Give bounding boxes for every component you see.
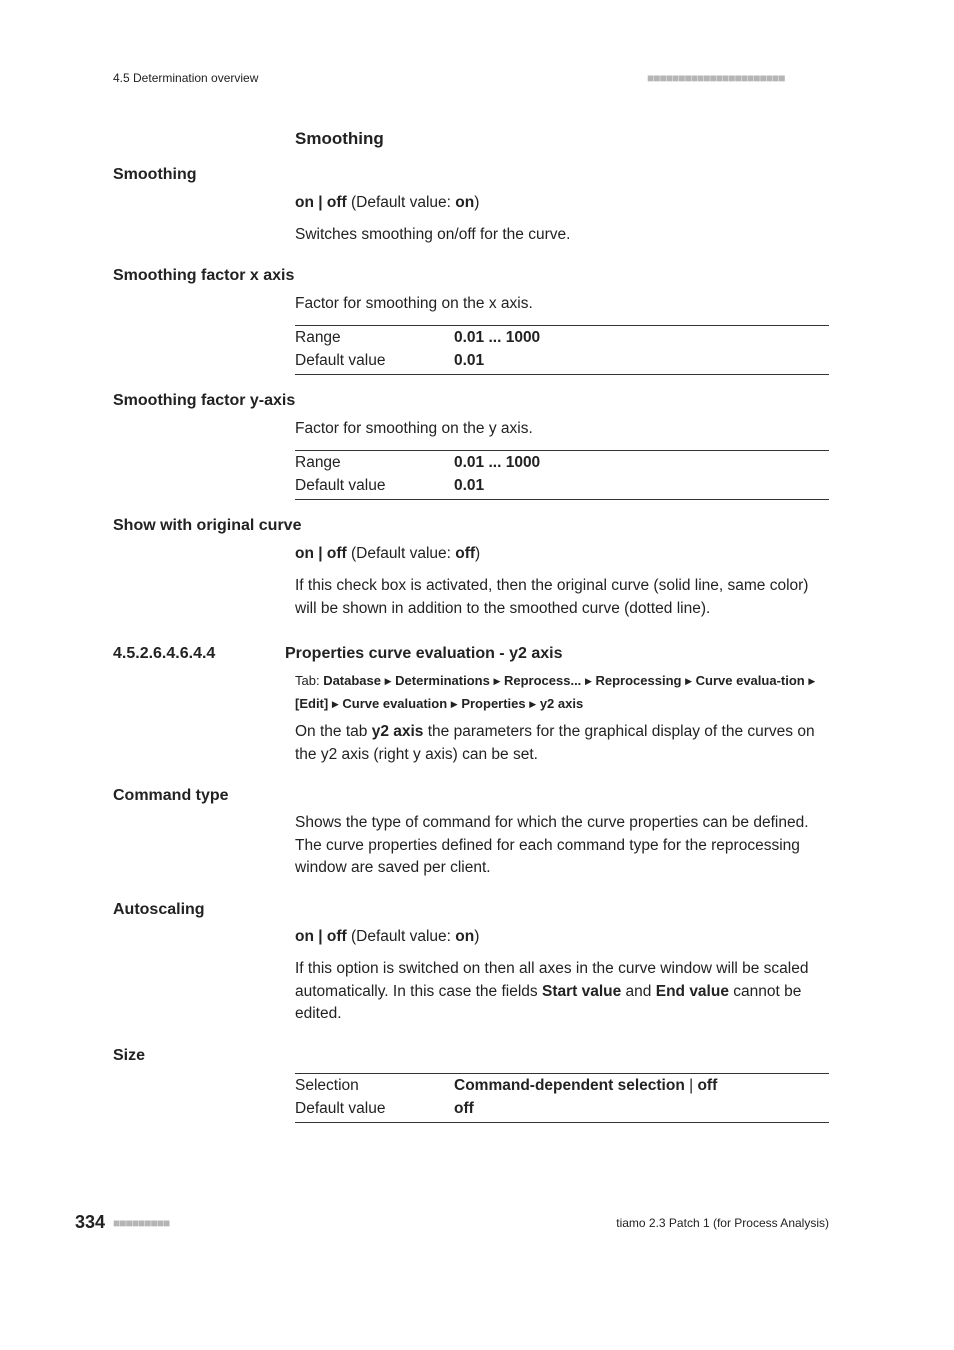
param-label-original-curve: Show with original curve <box>113 517 302 534</box>
option-on: on <box>295 928 314 945</box>
option-off: off <box>326 928 347 945</box>
option-separator: | <box>313 545 327 562</box>
factor-y-table <box>295 450 829 500</box>
default-value: off <box>454 1099 474 1117</box>
range-label: Range <box>295 454 341 472</box>
factor-x-description: Factor for smoothing on the x axis. <box>295 295 533 312</box>
footer-dots: ■■■■■■■■■ <box>113 1216 170 1230</box>
range-value: 0.01 ... 1000 <box>454 454 541 472</box>
path-item: Determinations <box>395 673 490 688</box>
path-arrow-icon: ▶ <box>493 676 501 686</box>
option-off: off <box>326 545 347 562</box>
option-on: on <box>295 545 314 562</box>
default-prefix: (Default value: <box>346 194 456 211</box>
page-number: 334 <box>75 1212 106 1232</box>
original-curve-options <box>295 543 829 566</box>
intro-text: On the tab <box>295 723 372 740</box>
default-prefix: (Default value: <box>346 928 456 945</box>
section-title: Properties curve evaluation - y2 axis <box>285 645 563 662</box>
path-arrow-icon: ▶ <box>450 698 458 709</box>
factor-y-description: Factor for smoothing on the y axis. <box>295 420 533 437</box>
path-item: Properties <box>461 695 526 711</box>
section-intro <box>295 721 829 766</box>
table-row <box>295 1098 829 1121</box>
desc-text: If this option is switched on then all axes in the curve window will be scaled automatically. In this case the fields <box>295 960 809 1000</box>
param-label-smoothing: Smoothing <box>113 166 197 183</box>
autoscaling-description <box>295 958 829 1026</box>
path-arrow-icon: ▶ <box>331 698 339 709</box>
range-value: 0.01 ... 1000 <box>454 329 541 347</box>
path-item: Curve evalua-tion <box>695 673 805 688</box>
selection-label: Selection <box>295 1077 359 1095</box>
option-on: on <box>295 194 314 211</box>
table-row <box>295 327 829 350</box>
path-arrow-icon: ▶ <box>384 676 392 686</box>
default-value: 0.01 <box>454 351 485 369</box>
page-title: Smoothing <box>295 129 384 148</box>
selection-option: off <box>697 1077 718 1095</box>
desc-text: and <box>621 982 656 1000</box>
desc-text: cannot be edited. <box>295 982 802 1022</box>
intro-text: the parameters for the graphical display of the curves on the y2 axis (right y axis) can be set. <box>295 723 815 763</box>
default-value: off <box>455 545 476 562</box>
factor-x-table <box>295 325 829 375</box>
default-prefix: (Default value: <box>346 545 456 562</box>
table-row <box>295 452 829 475</box>
default-label: Default value <box>295 1099 386 1117</box>
param-label-autoscaling: Autoscaling <box>113 901 205 918</box>
tab-path <box>295 670 829 715</box>
default-value: on <box>455 194 475 211</box>
selection-option: Command-dependent selection <box>454 1077 685 1095</box>
path-arrow-icon: ▶ <box>685 676 693 686</box>
default-label: Default value <box>295 476 386 494</box>
path-item: Reprocess... <box>503 673 582 688</box>
table-row <box>295 350 829 373</box>
selection-value <box>454 1077 717 1095</box>
default-suffix: ) <box>475 545 481 562</box>
path-arrow-icon: ▶ <box>808 676 816 686</box>
smoothing-options <box>295 192 829 215</box>
size-table <box>295 1073 829 1123</box>
table-row <box>295 1075 829 1098</box>
tab-prefix: Tab: <box>295 673 324 688</box>
param-label-command-type: Command type <box>113 787 229 804</box>
path-item: Reprocessing <box>595 673 682 688</box>
intro-bold: y2 axis <box>371 723 424 740</box>
path-item: [Edit] <box>295 695 329 711</box>
option-separator: | <box>313 928 327 945</box>
selection-separator: | <box>684 1077 698 1095</box>
table-row <box>295 475 829 498</box>
default-value: on <box>455 928 475 945</box>
field-start-value: Start value <box>541 982 622 1000</box>
autoscaling-options <box>295 926 829 949</box>
running-header-section: 4.5 Determination overview <box>113 71 259 85</box>
footer-product: tiamo 2.3 Patch 1 (for Process Analysis) <box>616 1216 829 1230</box>
path-arrow-icon: ▶ <box>529 698 537 709</box>
param-label-factor-y: Smoothing factor y-axis <box>113 392 296 409</box>
param-label-factor-x: Smoothing factor x axis <box>113 267 295 284</box>
option-off: off <box>326 194 347 211</box>
param-label-size: Size <box>113 1047 146 1064</box>
default-value: 0.01 <box>454 476 485 494</box>
default-suffix: ) <box>474 928 480 945</box>
command-type-description: Shows the type of command for which the curve properties can be defined. The curve properties defined for each command type for the reprocessing window are saved per client. <box>295 814 809 876</box>
original-curve-description: If this check box is activated, then the original curve (solid line, same color) will be shown in addition to the smoothed curve (dotted line). <box>295 577 809 617</box>
range-label: Range <box>295 329 341 347</box>
path-item: y2 axis <box>539 695 584 711</box>
field-end-value: End value <box>655 982 729 1000</box>
path-item: Curve evaluation <box>342 695 448 711</box>
default-suffix: ) <box>474 194 480 211</box>
section-number: 4.5.2.6.4.6.4.4 <box>113 645 216 662</box>
path-item: Database <box>323 673 381 688</box>
running-header-dots: ■■■■■■■■■■■■■■■■■■■■■■ <box>647 71 785 85</box>
option-separator: | <box>313 194 327 211</box>
default-label: Default value <box>295 351 386 369</box>
path-arrow-icon: ▶ <box>584 676 592 686</box>
smoothing-description: Switches smoothing on/off for the curve. <box>295 226 571 243</box>
